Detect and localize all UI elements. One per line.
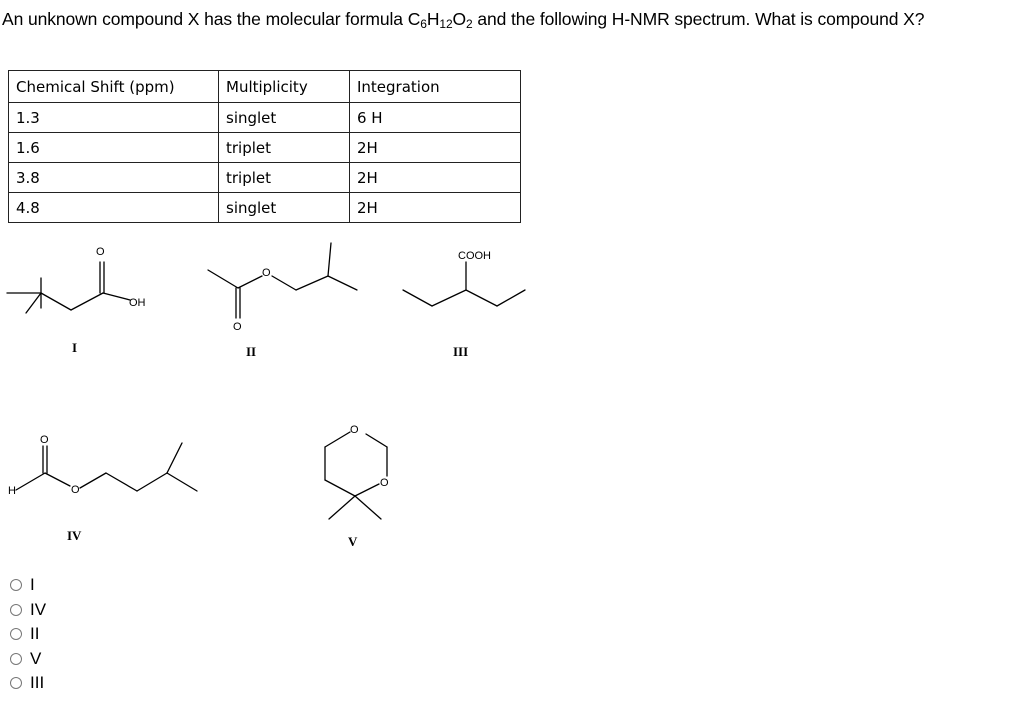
cell-shift: 4.8 xyxy=(9,193,219,223)
formula-o-subscript: 2 xyxy=(466,17,473,31)
radio-button-icon[interactable] xyxy=(10,604,22,616)
choice-option[interactable] xyxy=(10,647,46,672)
cell-shift: 1.6 xyxy=(9,133,219,163)
formula-h: H xyxy=(426,9,440,29)
atom-label-III-cooh: COOH xyxy=(458,250,491,262)
atom-label-IV-o2: O xyxy=(71,484,80,496)
cell-multiplicity: triplet xyxy=(219,133,350,163)
header-multiplicity: Multiplicity xyxy=(219,71,350,103)
radio-button-icon[interactable] xyxy=(10,628,22,640)
structure-label-I: I xyxy=(72,340,78,355)
question-part2: and the following H-NMR spectrum. What is compound X? xyxy=(472,9,925,29)
structure-V xyxy=(325,432,387,519)
radio-button-icon[interactable] xyxy=(10,579,22,591)
formula-h-subscript: 12 xyxy=(439,17,453,31)
choice-option[interactable] xyxy=(10,598,46,623)
structure-II xyxy=(208,243,357,318)
cell-integration: 6 H xyxy=(350,103,521,133)
radio-button-icon[interactable] xyxy=(10,653,22,665)
radio-button-icon[interactable] xyxy=(10,677,22,689)
choice-option[interactable] xyxy=(10,671,46,696)
choice-label: II xyxy=(30,624,40,644)
atom-label-V-o1: O xyxy=(350,424,359,436)
structure-IV xyxy=(16,443,197,491)
cell-integration: 2H xyxy=(350,193,521,223)
choice-option[interactable] xyxy=(10,622,46,647)
atom-label-V-o2: O xyxy=(380,477,389,489)
choice-option[interactable] xyxy=(10,573,46,598)
header-integration: Integration xyxy=(350,71,521,103)
cell-integration: 2H xyxy=(350,163,521,193)
question-part1: An unknown compound X has the molecular formula C xyxy=(2,9,421,29)
atom-label-IV-o1: O xyxy=(40,434,49,446)
choice-label: III xyxy=(30,673,45,693)
header-chemical-shift: Chemical Shift (ppm) xyxy=(9,71,219,103)
atom-label-I-o: O xyxy=(96,246,105,258)
cell-multiplicity: singlet xyxy=(219,193,350,223)
choice-label: V xyxy=(30,648,42,668)
cell-shift: 3.8 xyxy=(9,163,219,193)
atom-label-II-o2: O xyxy=(233,321,242,333)
cell-shift: 1.3 xyxy=(9,103,219,133)
cell-integration: 2H xyxy=(350,133,521,163)
cell-multiplicity: singlet xyxy=(219,103,350,133)
cell-multiplicity: triplet xyxy=(219,163,350,193)
structure-label-V: V xyxy=(348,534,358,549)
structure-I xyxy=(7,262,130,313)
choice-label: IV xyxy=(30,599,47,619)
atom-label-I-oh: OH xyxy=(129,297,146,309)
structure-label-IV: IV xyxy=(67,528,82,543)
structure-label-II: II xyxy=(246,344,257,359)
formula-c-subscript: 6 xyxy=(420,17,427,31)
formula-o: O xyxy=(452,9,467,29)
structure-III xyxy=(403,262,525,306)
structure-label-III: III xyxy=(453,344,469,359)
atom-label-II-o1: O xyxy=(262,267,271,279)
answer-choices xyxy=(10,573,46,696)
choice-label: I xyxy=(30,575,35,595)
atom-label-IV-h: H xyxy=(8,485,16,497)
